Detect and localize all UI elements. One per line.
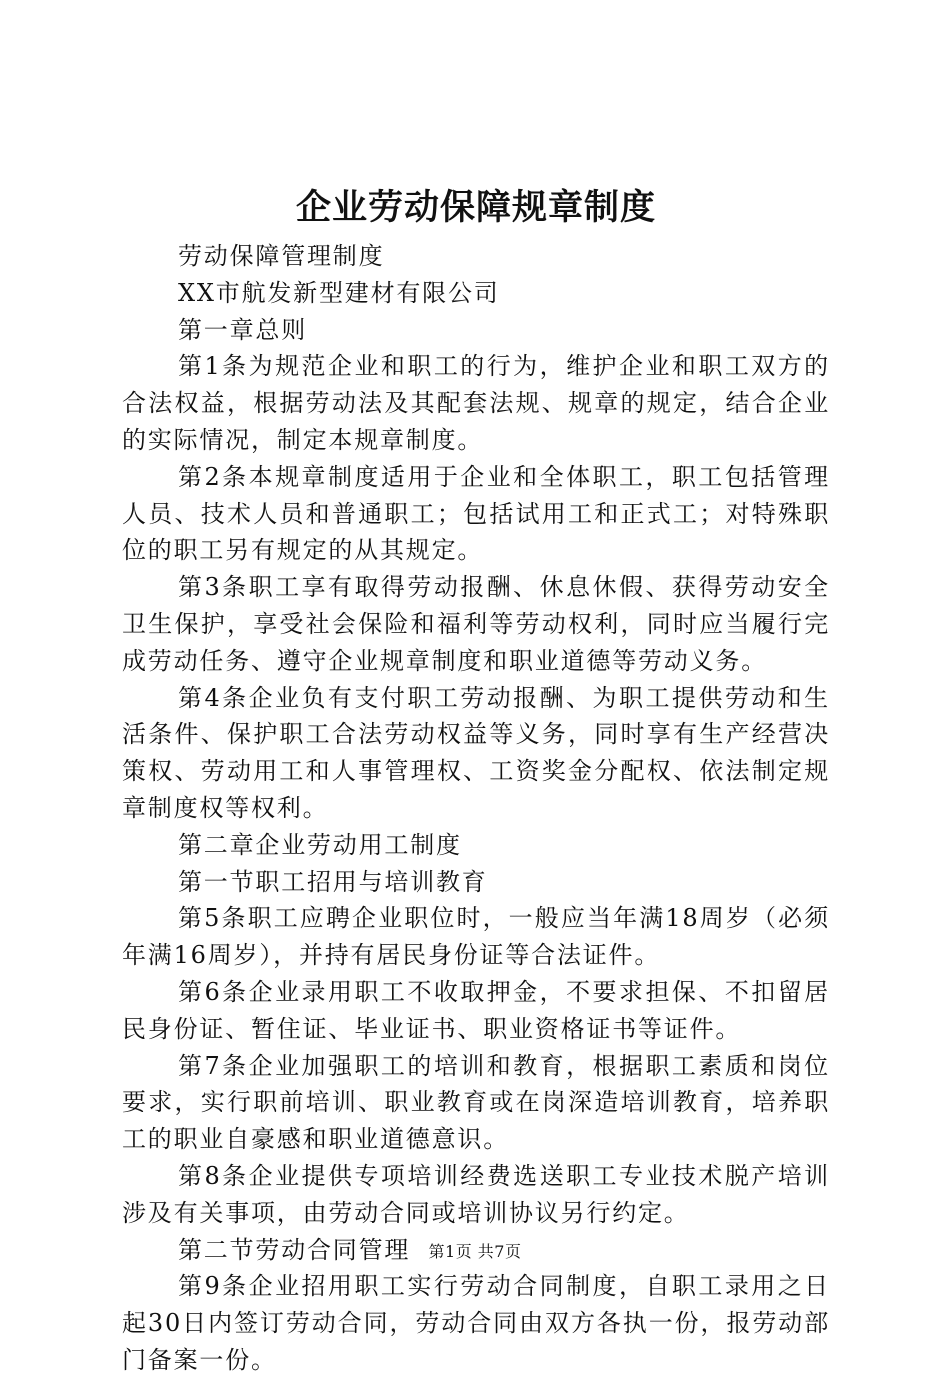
chapter-heading: 第二章企业劳动用工制度 xyxy=(178,830,462,859)
section-heading: 第二节劳动合同管理 xyxy=(178,1235,411,1264)
article-paragraph: 第2条本规章制度适用于企业和全体职工，职工包括管理人员、技术人员和普通职工；包括试用工和正式工；对特殊职位的职工另有规定的从其规定。 xyxy=(122,462,830,565)
paragraph-company: XX市航发新型建材有限公司 xyxy=(178,278,500,307)
document-body xyxy=(122,238,830,1379)
section-heading: 第一节职工招用与培训教育 xyxy=(178,867,488,896)
paragraph-heading: 劳动保障管理制度 xyxy=(178,242,385,270)
document-page xyxy=(122,180,830,1379)
article-paragraph: 第3条职工享有取得劳动报酬、休息休假、获得劳动安全卫生保护，享受社会保险和福利等劳动权利，同时应当履行完成劳动任务、遵守企业规章制度和职业道德等劳动义务。 xyxy=(122,573,830,675)
article-paragraph: 第4条企业负有支付职工劳动报酬、为职工提供劳动和生活条件、保护职工合法劳动权益等义务，同时享有生产经营决策权、劳动用工和人事管理权、工资奖金分配权、依法制定规章制度权等权利。 xyxy=(122,683,830,822)
article-paragraph: 第6条企业录用职工不收取押金，不要求担保、不扣留居民身份证、暂住证、毕业证书、职业资格证书等证件。 xyxy=(122,977,830,1043)
page-number-footer: 第1页 共7页 xyxy=(428,1242,522,1261)
article-paragraph: 第8条企业提供专项培训经费选送职工专业技术脱产培训涉及有关事项，由劳动合同或培训协议另行约定。 xyxy=(122,1161,830,1227)
document-title: 企业劳动保障规章制度 xyxy=(295,187,656,228)
article-paragraph: 第5条职工应聘企业职位时，一般应当年满18周岁（必须年满16周岁），并持有居民身份证等合法证件。 xyxy=(122,904,830,970)
chapter-heading: 第一章总则 xyxy=(178,315,307,344)
article-paragraph: 第9条企业招用职工实行劳动合同制度，自职工录用之日起30日内签订劳动合同，劳动合同由双方各执一份，报劳动部门备案一份。 xyxy=(122,1272,830,1374)
article-paragraph: 第1条为规范企业和职工的行为，维护企业和职工双方的合法权益，根据劳动法及其配套法规、规章的规定，结合企业的实际情况，制定本规章制度。 xyxy=(122,352,830,454)
article-paragraph: 第7条企业加强职工的培训和教育，根据职工素质和岗位要求，实行职前培训、职业教育或在岗深造培训教育，培养职工的职业自豪感和职业道德意识。 xyxy=(122,1051,830,1154)
